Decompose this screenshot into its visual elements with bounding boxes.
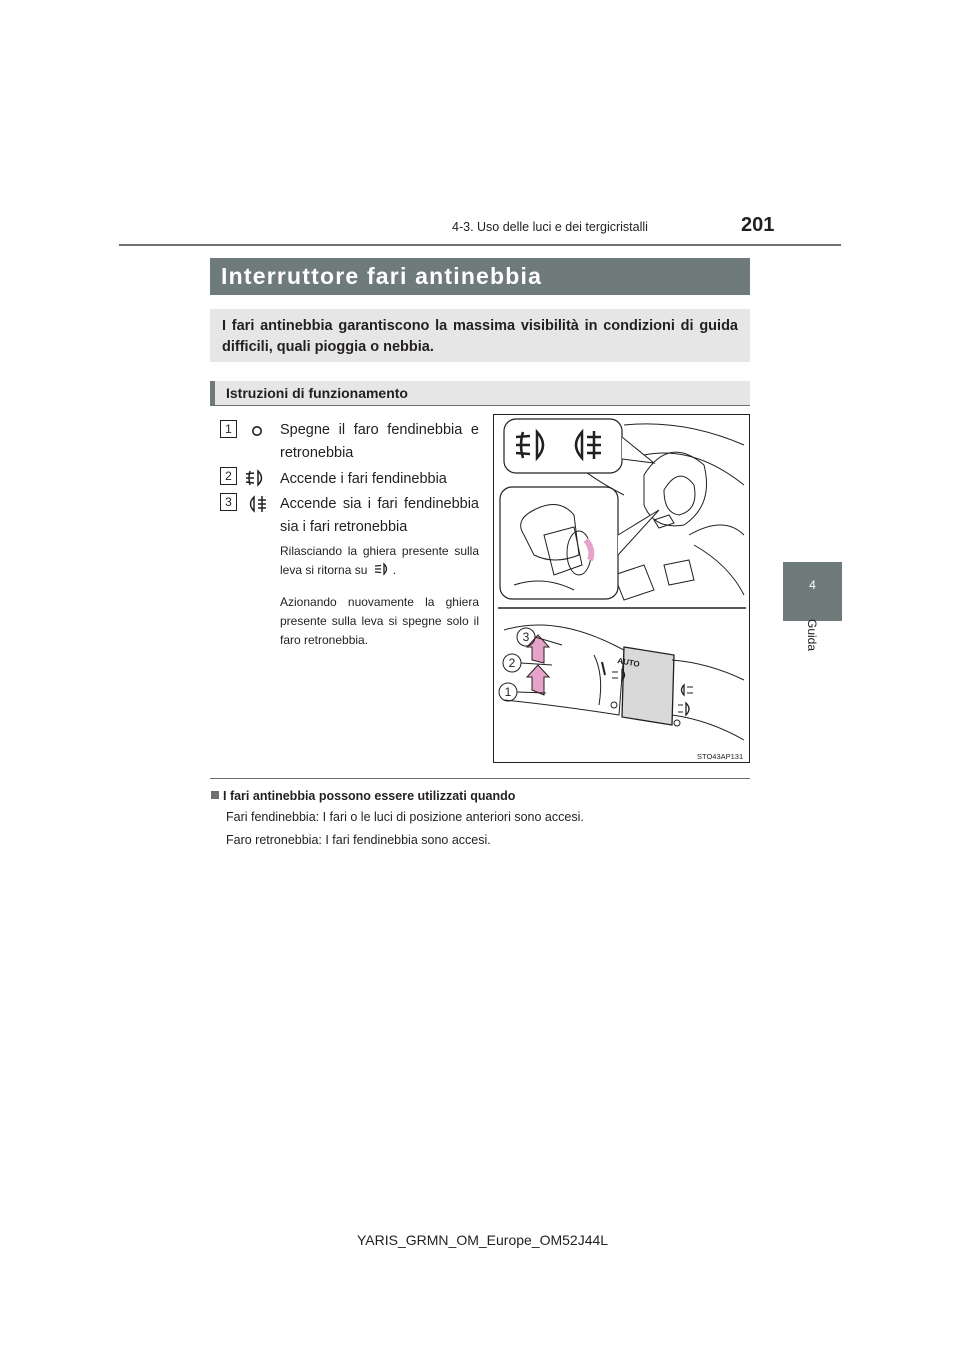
section-reference: 4-3. Uso delle luci e dei tergicristalli [452, 220, 648, 234]
chapter-tab[interactable] [783, 562, 842, 621]
header-divider [119, 244, 841, 246]
page-number: 201 [741, 214, 775, 236]
fog-switch-illustration [494, 415, 749, 762]
conditions-heading: I fari antinebbia possono essere utilizzati quando [211, 789, 515, 803]
note-return: Rilasciando la ghiera presente sulla leva si ritorna su . [280, 544, 479, 577]
conditions-divider [210, 778, 750, 779]
intro-box: I fari antinebbia garantiscono la massima visibilità in condizioni di guida difficili, quali pioggia o nebbia. [210, 309, 750, 362]
item-text-2: Accende i fari fendinebbia [280, 471, 447, 487]
chapter-number: 4 [809, 578, 816, 592]
item-number-2: 2 [220, 467, 237, 485]
item-number-3: 3 [220, 493, 237, 511]
callout-3: 3 [522, 630, 530, 644]
document-footer: YARIS_GRMN_OM_Europe_OM52J44L [357, 1232, 609, 1248]
rear-fog-icon [245, 494, 269, 514]
off-circle-icon [250, 424, 264, 438]
subsection-heading: Istruzioni di funzionamento [210, 381, 750, 405]
condition-rear: Faro retronebbia: I fari fendinebbia sono accesi. [226, 833, 491, 847]
front-fog-icon [243, 468, 267, 488]
item-text-3: Accende sia i fari fendinebbia sia i fari retronebbia [280, 496, 479, 535]
front-fog-inline-icon [373, 562, 391, 576]
callout-1: 1 [504, 685, 512, 699]
callout-2: 2 [508, 656, 516, 670]
page-title: Interruttore fari antinebbia [210, 258, 750, 295]
auto-label: AUTO [616, 656, 641, 669]
item-text-1: Spegne il faro fendinebbia e retronebbia [280, 422, 479, 461]
bullet-square-icon [211, 791, 219, 799]
condition-front: Fari fendinebbia: I fari o le luci di posizione anteriori sono accesi. [226, 810, 584, 824]
fog-switch-figure [493, 414, 750, 763]
subsection-divider [210, 405, 750, 406]
note-rear-off: Azionando nuovamente la ghiera presente sulla leva si spegne solo il faro retronebbia. [280, 595, 479, 647]
chapter-label: Guida [805, 618, 820, 652]
item-number-1: 1 [220, 420, 237, 438]
figure-code: STO43AP131 [697, 752, 744, 761]
